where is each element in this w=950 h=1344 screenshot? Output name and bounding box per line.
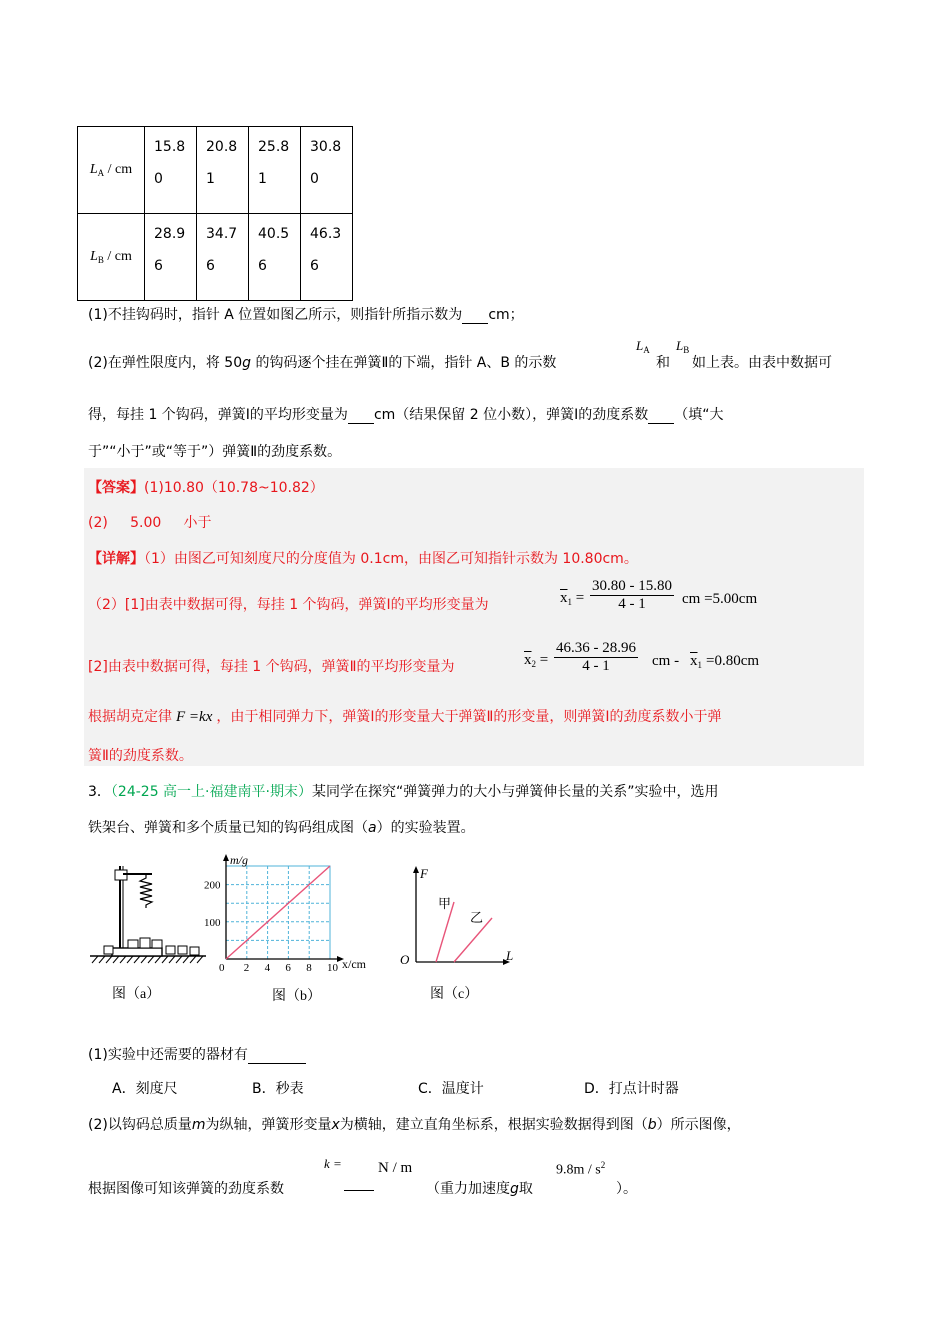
y-tick-label: 200 — [204, 879, 221, 892]
x-tick-label: 0 — [219, 962, 225, 972]
table-cell — [249, 214, 301, 301]
answer-blank — [248, 1047, 306, 1064]
x-tick-label: 2 — [243, 962, 250, 972]
option-c[interactable]: C．温度计 — [418, 1081, 484, 1097]
answer-line-1: 【答案】(1)10.80（10.78~10.82） — [88, 480, 324, 496]
la-symbol: $L_A$ — [636, 338, 650, 355]
detail-line-3: [2]由表中数据可得，每挂 1 个钩码，弹簧Ⅱ的平均形变量为 $\overline{x}_2$ = $\frac{46.36 - 28.96}{4 - 1}$ cm - $\overline{x}_1$ =0.80cm — [88, 640, 760, 675]
label-l: L — [506, 948, 514, 963]
y-tick-label: 100 — [204, 916, 221, 929]
fraction: $\frac{46.36 - 28.96}{4 - 1}$ — [556, 640, 636, 674]
data-table — [77, 126, 353, 301]
table-cell — [301, 127, 353, 214]
y-axis-arrow — [223, 854, 229, 861]
table-cell — [197, 214, 249, 301]
answer-blank — [348, 407, 374, 424]
figure-b-caption: 图（b） — [272, 989, 321, 1004]
option-a[interactable]: A．刻度尺 — [112, 1081, 178, 1097]
fraction: $\frac{30.80 - 15.80}{4 - 1}$ — [592, 578, 672, 612]
figure-c-diagram — [394, 856, 524, 974]
cell-value: 15.80 — [154, 139, 186, 187]
lb-symbol: $L_B$ — [676, 338, 690, 355]
q3-stem-line-1: 3．（24-25 高一上·福建南平·期末）某同学在探究“弹簧弹力的大小与弹簧伸长量的关系”实验中，选用 — [88, 784, 719, 800]
q3-stem-line-2: 铁架台、弹簧和多个质量已知的钩码组成图（a）的实验装置。 — [88, 820, 475, 836]
label-o: O — [400, 952, 410, 967]
cell-value: 30.80 — [310, 139, 342, 187]
answer-blank — [462, 307, 488, 324]
y-axis-label: m/g — [230, 853, 248, 867]
x2-bar-var: $\overline{x}_2$ = — [524, 652, 549, 669]
x-tick-label: 10 — [327, 962, 338, 972]
cell-value: 25.81 — [258, 139, 290, 187]
g-value: $9.8m / s^2$ — [556, 1160, 606, 1178]
label-yi: 乙 — [470, 910, 484, 925]
question-source: （24-25 高一上·福建南平·期末） — [110, 784, 312, 800]
row-a-header: $L_A$ / cm — [78, 127, 145, 214]
k-symbol: k = — [324, 1156, 342, 1171]
cell-value: 34.76 — [206, 226, 238, 274]
detail-line-1: 【详解】（1）由图乙可知刻度尺的分度值为 0.1cm，由图乙可知指针示数为 10.80cm。 — [88, 551, 638, 567]
table-cell — [301, 214, 353, 301]
detail-line-5: 簧Ⅱ的劲度系数。 — [88, 748, 193, 764]
x-axis-label: x/cm — [342, 957, 366, 971]
series-line — [226, 866, 330, 959]
answer-line-2: (2) 5.00 小于 — [88, 515, 212, 531]
x-tick-label: 8 — [306, 962, 312, 972]
x1-bar-var: $\overline{x}_1$ = — [560, 590, 585, 607]
y-axis-arrow — [413, 866, 419, 873]
x-tick-label: 4 — [264, 962, 271, 972]
option-d[interactable]: D．打点计时器 — [584, 1081, 679, 1097]
figure-c-caption: 图（c） — [430, 987, 479, 1002]
figure-b-chart — [200, 852, 390, 972]
table-cell — [145, 127, 197, 214]
x-tick-label: 6 — [285, 962, 291, 972]
q3-sub2: (2)以钩码总质量m为纵轴，弹簧形变量x为横轴，建立直角坐标系，根据实验数据得到图（b）所示图像， — [88, 1117, 741, 1133]
detail-line-4: 根据胡克定律 F =kx ，由于相同弹力下，弹簧Ⅰ的形变量大于弹簧Ⅱ的形变量，则弹簧Ⅰ的劲度系数小于弹 — [88, 709, 722, 725]
line-jia — [436, 902, 454, 962]
cell-value: 28.96 — [154, 226, 186, 274]
q2-part2-line: (2)在弹性限度内，将 50g 的钩码逐个挂在弹簧Ⅱ的下端，指针 A、B 的示数 $L_A$ 和 $L_B$ 如上表。由表中数据可 — [88, 338, 832, 371]
q2-part4: 于”“小于”或“等于”）弹簧Ⅱ的劲度系数。 — [88, 444, 342, 460]
answer-blank — [648, 407, 674, 424]
option-b[interactable]: B．秒表 — [252, 1081, 304, 1097]
table-cell — [249, 127, 301, 214]
row-b-header: $L_B$ / cm — [78, 214, 145, 301]
cell-value: 46.36 — [310, 226, 342, 274]
answer-blank — [344, 1174, 374, 1191]
label-jia: 甲 — [438, 896, 452, 911]
table-cell — [145, 214, 197, 301]
table-row — [78, 214, 353, 301]
label-f: F — [420, 866, 428, 881]
q2-part3: 得，每挂 1 个钩码，弹簧Ⅰ的平均形变量为 cm（结果保留 2 位小数），弹簧Ⅰ的劲度系数 （填“大 — [88, 407, 724, 423]
detail-line-2: （2）[1]由表中数据可得，每挂 1 个钩码，弹簧Ⅰ的平均形变量为 $\overline{x}_1$ = $\frac{30.80 - 15.80}{4 - 1}$ cm =5.00cm — [88, 578, 758, 613]
table-cell — [197, 127, 249, 214]
figure-a-apparatus — [88, 848, 218, 972]
cell-value: 40.56 — [258, 226, 290, 274]
q3-sub1: (1)实验中还需要的器材有 — [88, 1044, 306, 1064]
table-row — [78, 127, 353, 214]
x1-bar-var: $\overline{x}_1$ — [690, 653, 702, 670]
q3-sub3: 根据图像可知该弹簧的劲度系数 k = N / m （重力加速度g取 $9.8m / s^2$ ）。 — [88, 1156, 637, 1197]
cell-value: 20.81 — [206, 139, 238, 187]
q2-part1: (1)不挂钩码时，指针 A 位置如图乙所示，则指针所指示数为 cm； — [88, 307, 524, 323]
figure-a-caption: 图（a） — [112, 987, 161, 1002]
